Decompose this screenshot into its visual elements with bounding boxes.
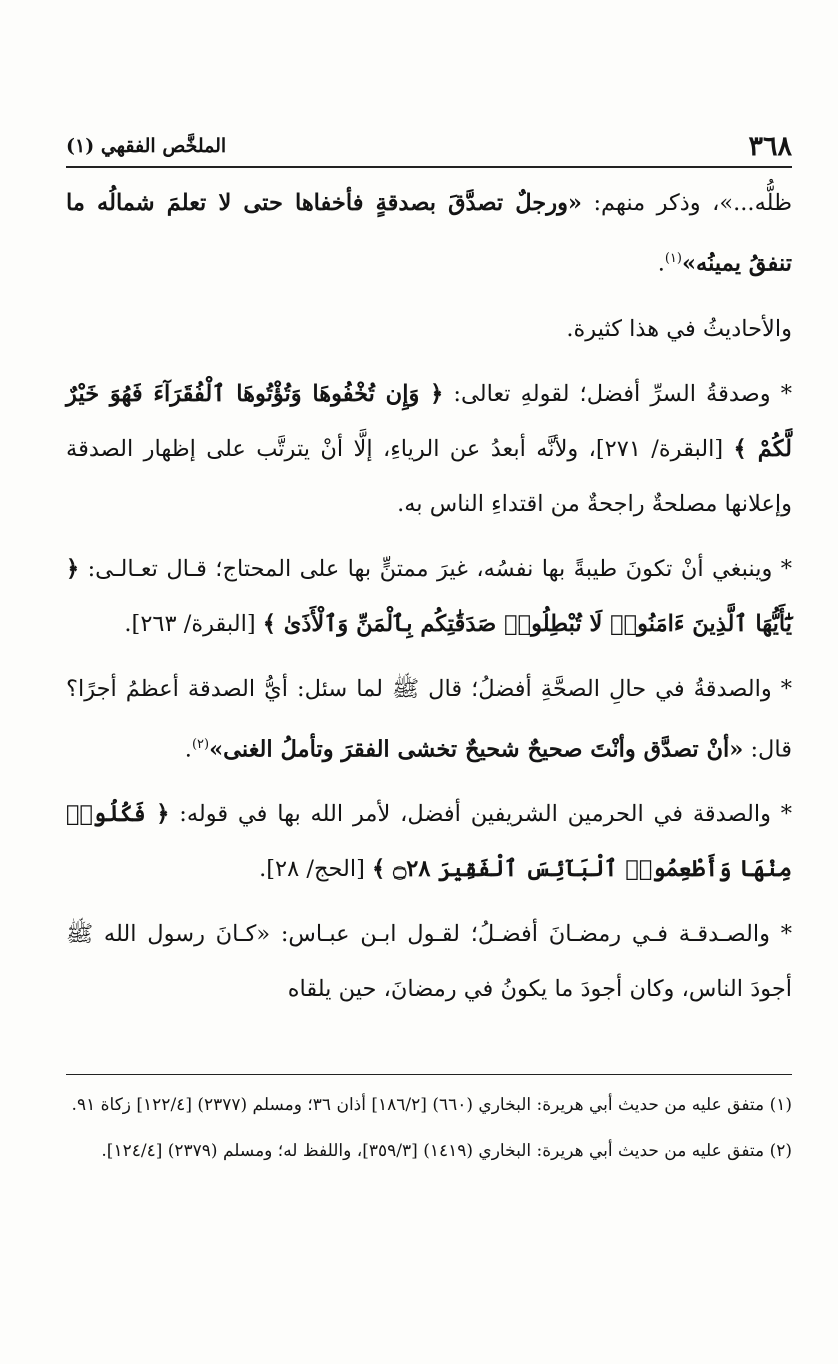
paragraph-6-rest: [الحج/ ٢٨]. xyxy=(259,856,373,882)
paragraph-4-rest: [البقرة/ ٢٦٣]. xyxy=(124,610,263,637)
paragraph-6-intro: * والصدقة في الحرمين الشريفين أفضل، لأمر الله بها في قوله: xyxy=(169,801,792,827)
paragraph-7: * والصـدقـة فـي رمضـانَ أفضـلُ؛ لقـول ابـن عبـاس: «كـانَ رسول الله ﷺ أجودَ الناس، وكان أجودَ ما يكونُ في رمضانَ، حين يلقاه xyxy=(66,921,792,1002)
paragraph-3 xyxy=(66,367,792,532)
footnotes xyxy=(66,1074,792,1177)
paragraph-3-rest: [البقرة/ ٢٧١]، ولأنَّه أبعدُ عن الرياءِ، إلَّا أنْ يترتَّب على إظهار الصدقة وإعلانها مصلحةٌ راجحةٌ من اقتداءِ الناس به. xyxy=(66,435,792,517)
paragraph-2: والأحاديثُ في هذا كثيرة. xyxy=(566,315,792,342)
paragraph-5-intro: * والصدقةُ في حالِ الصحَّةِ أفضلُ؛ قال ﷺ لما سئل: أيُّ الصدقة أعظمُ أجرًا؟ قال: xyxy=(66,675,792,762)
quran-verse-2: ﴿ يَٰٓأَيُّهَا ٱلَّذِينَ ءَامَنُوا۟ لَا تُبْطِلُوا۟ صَدَقَٰتِكُم بِٱلْمَنِّ وَٱلْأَذَىٰ ﴾ xyxy=(66,555,792,637)
page-number: ٣٦٨ xyxy=(748,130,792,162)
quran-verse-3: ﴿ فَكُلُوا۟ مِنْهَا وَأَطْعِمُوا۟ ٱلْبَآئِسَ ٱلْفَقِيرَ ۝٢٨ ﴾ xyxy=(66,801,792,882)
footnote-1-number: (١) xyxy=(769,1095,792,1115)
main-text xyxy=(66,176,792,1027)
paragraph-5 xyxy=(66,662,792,778)
paragraph-6 xyxy=(66,787,792,897)
paragraph-1-intro: ظلُّه...»، وذكر منهم: xyxy=(582,190,792,216)
footnote-ref-1[interactable]: (١) xyxy=(664,251,682,266)
footnote-ref-2[interactable]: (٢) xyxy=(191,736,210,752)
footnote-1-text: متفق عليه من حديث أبي هريرة: البخاري (٦٦٠) [١٨٦/٢] أذان ٣٦؛ ومسلم (٢٣٧٧) [١٢٢/٤] زكاة ٩١. xyxy=(71,1095,765,1115)
quran-verse-1: ﴿ وَإِن تُخْفُوهَا وَتُؤْتُوهَا ٱلْفُقَرَآءَ فَهُوَ خَيْرٌ لَّكُمْ ﴾ xyxy=(66,380,792,462)
footnote-2-number: (٢) xyxy=(769,1141,792,1161)
running-title: الملخَّص الفقهي (١) xyxy=(66,135,227,157)
page-header xyxy=(66,126,792,168)
hadith-quote-2: «أنْ تصدَّق وأنْتَ صحيحٌ شحيحٌ تخشى الفقرَ وتأملُ الغنى» xyxy=(209,736,744,762)
footnote-1 xyxy=(66,1085,792,1125)
hadith-quote-1: «ورجلٌ تصدَّقَ بصدقةٍ فأخفاها حتى لا تعلمَ شمالُه ما تنفقُ يمينُه» xyxy=(66,190,792,277)
paragraph-4 xyxy=(66,542,792,652)
footnote-2-text: متفق عليه من حديث أبي هريرة: البخاري (١٤١٩) [٣٥٩/٣]، واللفظ له؛ ومسلم (٢٣٧٩) [١٢٤/٤]. xyxy=(101,1141,765,1161)
paragraph-4-intro: * وينبغي أنْ تكونَ طيبةً بها نفسُه، غيرَ ممتنٍّ بها على المحتاج؛ قـال تعـالـى: xyxy=(79,555,792,582)
paragraph-3-intro: * وصدقةُ السرِّ أفضل؛ لقولهِ تعالى: xyxy=(443,380,792,407)
paragraph-1-end: . xyxy=(657,250,665,277)
footnote-2 xyxy=(66,1131,792,1171)
paragraph-5-end: . xyxy=(184,736,192,762)
paragraph-1 xyxy=(66,176,792,292)
